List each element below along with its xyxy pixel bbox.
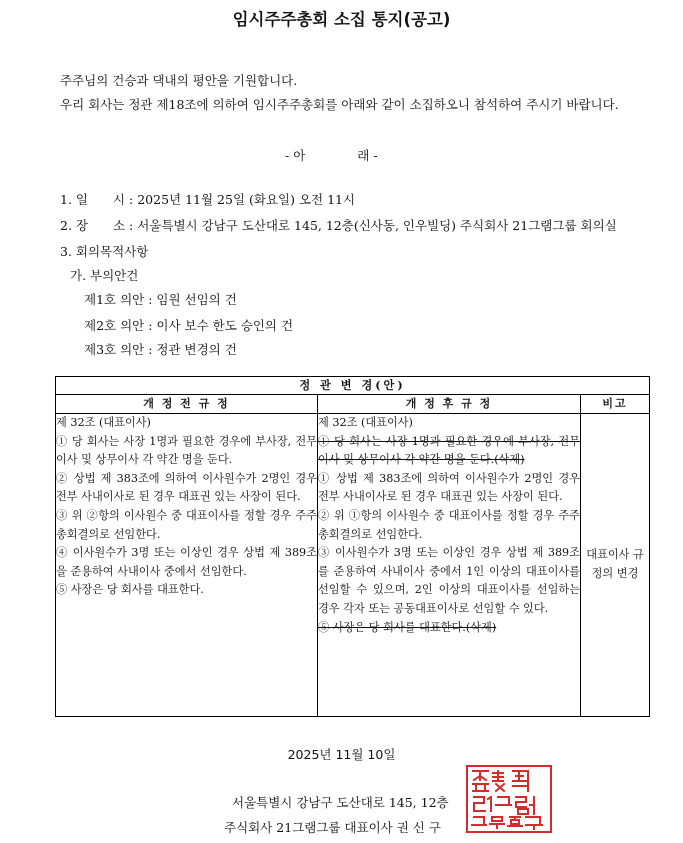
agenda-item-3: 제3호 의안 : 정관 변경의 건 (84, 342, 237, 357)
after-deleted-clause-5: ⑤ 사장은 당 회사를 대표한다.(삭제) (318, 620, 497, 634)
before-clause-4: ④ 이사원수가 3명 또는 이상인 경우 상법 제 389조을 준용하여 사내이사 중에서 선임한다. (56, 546, 317, 578)
ahrae-divider (285, 146, 378, 164)
header-before: 개 정 전 규 정 (56, 395, 318, 414)
company-address: 서울특별시 강남구 도산대로 145, 12층 (232, 795, 449, 810)
header-after: 개 정 후 규 정 (318, 395, 581, 414)
greeting-line-1: 주주님의 건승과 댁내의 평안을 기원합니다. (60, 73, 298, 88)
amendment-table (55, 376, 650, 717)
after-clause-2: ② 위 ①항의 이사원수 중 대표이사를 정할 경우 주주총회결의로 선임한다. (318, 508, 580, 541)
after-clause-1: ① 상법 제 383조에 의하여 이사원수가 2명인 경우 전부 사내이사로 된 경우 대표권 있는 사장이 된다. (318, 471, 580, 504)
meeting-date (60, 190, 355, 208)
meeting-date-value: : 2025년 11월 25일 (화요일) 오전 11시 (129, 192, 356, 207)
meeting-place (60, 216, 617, 234)
company-seal-icon (466, 765, 552, 833)
before-clause-5: ⑤ 사장은 당 회사를 대표한다. (56, 583, 204, 597)
meeting-place-label: 2. 장 소 (60, 218, 126, 233)
agenda-heading: 가. 부의안건 (70, 268, 139, 283)
before-clause-3: ③ 위 ②항의 이사원수 중 대표이사를 정할 경우 주주총회결의로 선임한다. (56, 508, 317, 541)
signer-line: 주식회사 21그램그룹 대표이사 권 신 구 (224, 820, 441, 835)
after-heading: 제 32조 (대표이사) (318, 416, 413, 429)
greeting-line-2: 우리 회사는 정관 제18조에 의하여 임시주주총회를 아래와 같이 소집하오니 참석하여 주시기 바랍니다. (60, 97, 619, 112)
meeting-purpose: 3. 회의목적사항 (60, 244, 149, 259)
notice-title: 임시주주총회 소집 통지(공고) (232, 10, 451, 29)
header-note: 비고 (581, 395, 650, 414)
after-clause-3: ③ 이사원수가 3명 또는 이상인 경우 상법 제 389조를 준용하여 사내이사 중에서 1인 이상의 대표이사를 선임할 수 있으며, 2인 이상의 대표이사를 선임하는 경우 각자 또는 공동대표이사로 선임할 수 있다. (318, 546, 580, 615)
amendment-table-caption: 정 관 변 경(안) (56, 377, 650, 395)
ahrae-right: 래 - (357, 148, 378, 163)
company-seal-graphic (468, 767, 550, 831)
agenda-item-2: 제2호 의안 : 이사 보수 한도 승인의 건 (84, 318, 294, 333)
after-cell (318, 414, 581, 717)
note-cell: 대표이사 규정의 변경 (581, 414, 650, 717)
notice-date: 2025년 11월 10일 (287, 747, 396, 762)
meeting-date-label: 1. 일 시 (60, 192, 126, 207)
after-deleted-clause-1: ① 당 회사는 사장 1명과 필요한 경우에 부사장, 전무이사 및 상무이사 각 약간 명을 둔다.(삭제) (318, 434, 580, 467)
ahrae-left: - 아 (285, 148, 306, 163)
agenda-item-1: 제1호 의안 : 임원 선임의 건 (84, 292, 237, 307)
before-cell (56, 414, 318, 717)
before-clause-1: ① 당 회사는 사장 1명과 필요한 경우에 부사장, 전무이사 및 상무이사 각 약간 명을 둔다. (56, 434, 317, 467)
meeting-place-value: : 서울특별시 강남구 도산대로 145, 12층(신사동, 인우빌딩) 주식회사 21그램그룹 회의실 (129, 218, 617, 233)
before-clause-2: ② 상법 제 383조에 의하여 이사원수가 2명인 경우 전부 사내이사로 된 경우 대표권 있는 사장이 된다. (56, 471, 317, 504)
before-heading: 제 32조 (대표이사) (56, 416, 151, 429)
